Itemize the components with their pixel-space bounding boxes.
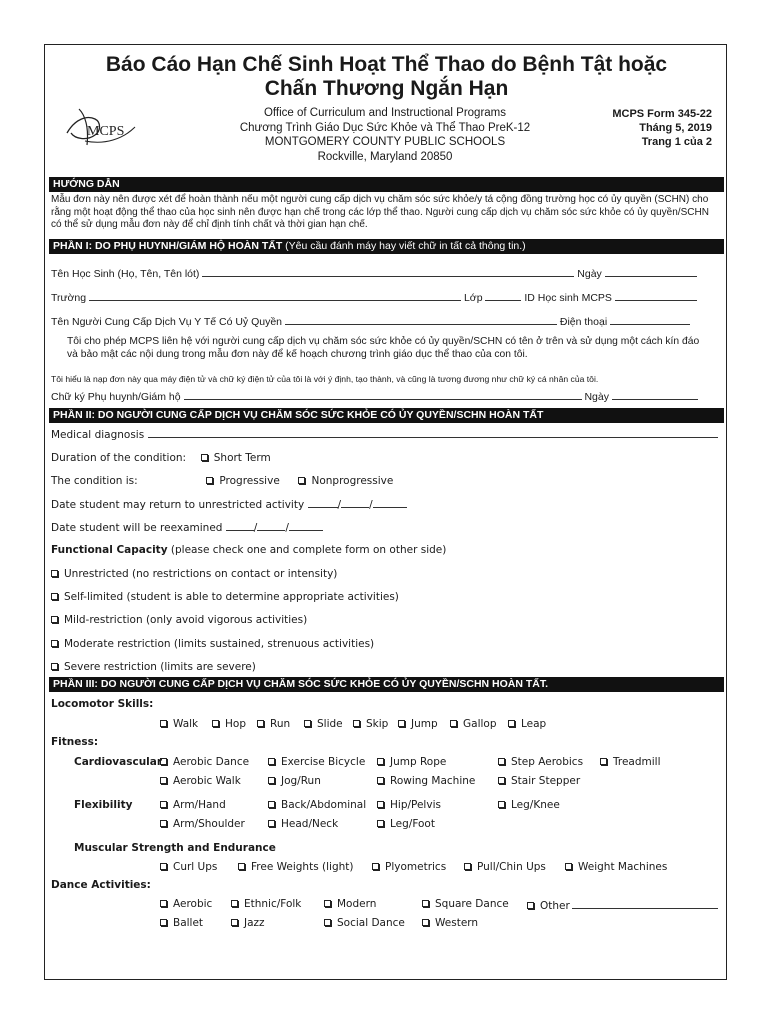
student-id-field[interactable] <box>615 290 697 301</box>
activity-option[interactable]: Hop <box>212 718 246 731</box>
flexibility-label: Flexibility <box>74 799 133 811</box>
activity-option[interactable]: Head/Neck <box>268 818 338 831</box>
activity-option[interactable]: Plyometrics <box>372 861 446 874</box>
activity-option[interactable]: Other <box>527 898 718 913</box>
activity-option[interactable]: Aerobic Dance <box>160 756 249 769</box>
activity-option[interactable]: Ethnic/Folk <box>231 898 301 911</box>
return-date-row: Date student may return to unrestricted activity / / <box>51 497 719 511</box>
muscular-label: Muscular Strength and Endurance <box>74 842 276 854</box>
nonprogressive-checkbox[interactable] <box>298 477 305 484</box>
progressive-checkbox[interactable] <box>206 477 213 484</box>
activity-option[interactable]: Step Aerobics <box>498 756 583 769</box>
activity-option[interactable]: Arm/Shoulder <box>160 818 245 831</box>
activity-option[interactable]: Arm/Hand <box>160 799 226 812</box>
part2-heading: PHẦN II: DO NGƯỜI CUNG CẤP DỊCH VỤ CHĂM SÓC SỨC KHỎE CÓ ỦY QUYỀN/SCHN HOÀN TẤT <box>49 408 724 423</box>
capacity-checkbox[interactable] <box>51 616 58 623</box>
activity-option[interactable]: Ballet <box>160 917 203 930</box>
capacity-checkbox[interactable] <box>51 640 58 647</box>
grade-field[interactable] <box>485 290 521 301</box>
activity-option[interactable]: Jazz <box>231 917 265 930</box>
activity-option[interactable]: Jog/Run <box>268 775 321 788</box>
part3-heading: PHẦN III: DO NGƯỜI CUNG CẤP DỊCH VỤ CHĂM SÓC SỨC KHỎE CÓ ỦY QUYỀN/SCHN HOÀN TẤT. <box>49 677 724 692</box>
permission-text: Tôi cho phép MCPS liên hệ với người cung cấp dịch vụ chăm sóc sức khỏe có ủy quyền/SCHN có tên ở trên và sử dụng một cách kín đáo và bảo mật các nội dung trong mẫu đơn này để kế hoạch chương trình giáo dục thể thao của con tôi. <box>67 336 700 360</box>
cardio-label: Cardiovascular <box>74 756 163 768</box>
signature-row: Chữ ký Phụ huynh/Giám hộ Ngày <box>51 389 719 403</box>
school-field[interactable] <box>89 290 461 301</box>
signature-field[interactable] <box>184 389 582 400</box>
activity-option[interactable]: Slide <box>304 718 343 731</box>
esign-text: Tôi hiểu là nạp đơn này qua máy điện tử và chữ ký điện tử của tôi là với ý định, tạo thành, và cũng là tương đương như chữ ký cá nhân của tôi. <box>51 374 599 384</box>
reexam-day-field[interactable] <box>257 520 285 531</box>
activity-option[interactable]: Social Dance <box>324 917 405 930</box>
capacity-checkbox[interactable] <box>51 593 58 600</box>
return-year-field[interactable] <box>373 497 407 508</box>
svg-text:MCPS: MCPS <box>87 124 125 139</box>
provider-name-field[interactable] <box>285 314 557 325</box>
student-name-field[interactable] <box>202 266 574 277</box>
capacity-checkbox[interactable] <box>51 663 58 670</box>
activity-option[interactable]: Rowing Machine <box>377 775 475 788</box>
activity-option[interactable]: Skip <box>353 718 388 731</box>
activity-option[interactable]: Aerobic <box>160 898 212 911</box>
mcps-logo <box>65 105 137 151</box>
form-number: MCPS Form 345-22 Tháng 5, 2019 Trang 1 của 2 <box>612 108 712 148</box>
activity-option[interactable]: Modern <box>324 898 376 911</box>
form-title: Báo Cáo Hạn Chế Sinh Hoạt Thể Thao do Bệnh Tật hoặc Chấn Thương Ngắn Hạn <box>105 53 668 100</box>
activity-option[interactable]: Jump <box>398 718 438 731</box>
capacity-option[interactable]: Self-limited (student is able to determine appropriate activities) <box>51 590 719 604</box>
activity-option[interactable]: Jump Rope <box>377 756 446 769</box>
student-name-row: Tên Học Sinh (Họ, Tên, Tên lót) Ngày <box>51 266 719 280</box>
fitness-label: Fitness: <box>51 736 99 748</box>
activity-option[interactable]: Walk <box>160 718 198 731</box>
provider-row: Tên Người Cung Cấp Dịch Vụ Y Tế Có Uỷ Quyền Điện thoại <box>51 314 719 328</box>
activity-option[interactable]: Free Weights (light) <box>238 861 353 874</box>
student-date-field[interactable] <box>605 266 697 277</box>
diagnosis-field[interactable] <box>148 427 718 438</box>
activity-option[interactable]: Pull/Chin Ups <box>464 861 546 874</box>
duration-row: Duration of the condition: Short Term <box>51 452 271 464</box>
school-row: Trường Lớp ID Học sinh MCPS <box>51 290 719 304</box>
dance-label: Dance Activities: <box>51 879 151 891</box>
activity-option[interactable]: Stair Stepper <box>498 775 580 788</box>
activity-option[interactable]: Hip/Pelvis <box>377 799 441 812</box>
activity-option[interactable]: Exercise Bicycle <box>268 756 365 769</box>
activity-option[interactable]: Leg/Knee <box>498 799 560 812</box>
activity-option[interactable]: Weight Machines <box>565 861 667 874</box>
activity-option[interactable]: Western <box>422 917 478 930</box>
activity-option[interactable]: Curl Ups <box>160 861 217 874</box>
activity-option[interactable]: Square Dance <box>422 898 509 911</box>
activity-option[interactable]: Treadmill <box>600 756 661 769</box>
capacity-option[interactable]: Unrestricted (no restrictions on contact or intensity) <box>51 567 719 581</box>
reexam-year-field[interactable] <box>289 520 323 531</box>
other-dance-field[interactable] <box>572 898 718 909</box>
capacity-checkbox[interactable] <box>51 570 58 577</box>
phone-field[interactable] <box>610 314 690 325</box>
reexam-date-row: Date student will be reexamined / / <box>51 520 719 534</box>
short-term-checkbox[interactable] <box>201 454 208 461</box>
locomotor-label: Locomotor Skills: <box>51 698 154 710</box>
return-month-field[interactable] <box>308 497 338 508</box>
capacity-option[interactable]: Moderate restriction (limits sustained, strenuous activities) <box>51 637 719 651</box>
office-address: Office of Curriculum and Instructional Programs Chương Trình Giáo Dục Sức Khỏe và Thể Thao PreK-12 MONTGOMERY COUNTY PUBLIC SCHOOLS Rockville, Maryland 20850 <box>239 107 531 163</box>
return-day-field[interactable] <box>341 497 369 508</box>
activity-option[interactable]: Back/Abdominal <box>268 799 366 812</box>
activity-option[interactable]: Gallop <box>450 718 497 731</box>
capacity-option[interactable]: Severe restriction (limits are severe) <box>51 660 719 674</box>
activity-option[interactable]: Aerobic Walk <box>160 775 241 788</box>
activity-option[interactable]: Leg/Foot <box>377 818 435 831</box>
diagnosis-row: Medical diagnosis <box>51 427 719 441</box>
instructions-text: Mẫu đơn này nên được xét để hoàn thành nếu một người cung cấp dịch vụ chăm sóc sức khỏe/y tá cộng đồng trường học có ủy quyền (SCHN) cho rằng một hoạt động thể thao của học sinh nên được hạn chế trong các lớp thể thao. Người cung cấp dịch vụ chăm sóc sức khỏe có ủy quyền/SCHN có thể sử dụng mẫu đơn này để chỉ định tính chất và thời gian hạn chế. <box>51 194 709 230</box>
condition-row: The condition is: Progressive Nonprogressive <box>51 475 394 487</box>
instructions-heading: HƯỚNG DẪN <box>49 177 724 192</box>
activity-option[interactable]: Run <box>257 718 290 731</box>
capacity-option[interactable]: Mild-restriction (only avoid vigorous activities) <box>51 613 719 627</box>
form-page <box>44 44 727 980</box>
reexam-month-field[interactable] <box>226 520 254 531</box>
activity-option[interactable]: Leap <box>508 718 546 731</box>
part1-heading: PHẦN I: DO PHỤ HUYNH/GIÁM HỘ HOÀN TẤT (Yêu cầu đánh máy hay viết chữ in tất cả thông tin.) <box>49 239 724 254</box>
signature-date-field[interactable] <box>612 389 698 400</box>
functional-capacity-row: Functional Capacity (please check one and complete form on other side) <box>51 544 447 556</box>
